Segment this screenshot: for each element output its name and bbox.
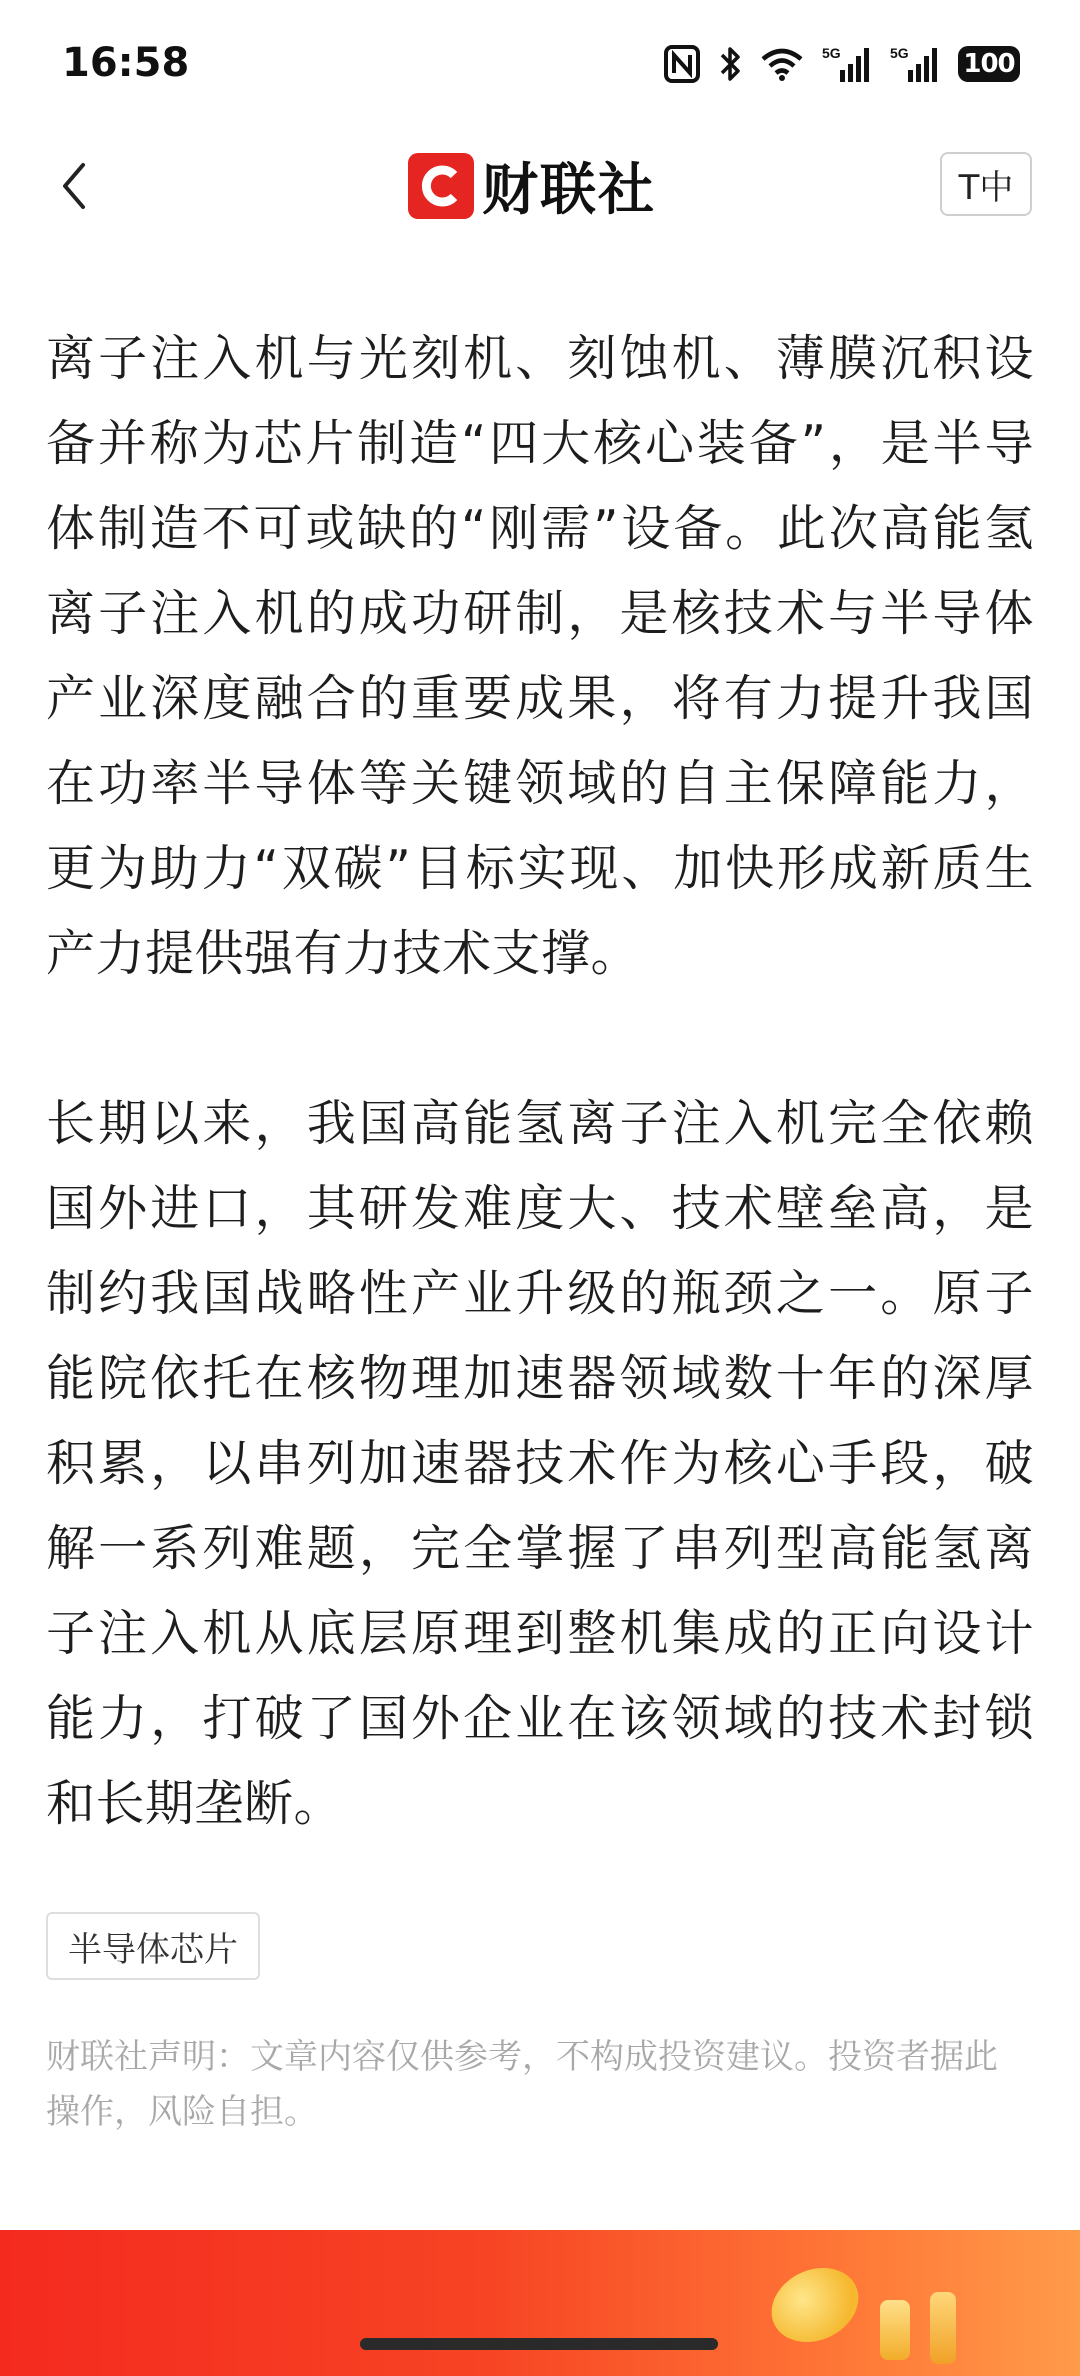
brand-logo — [408, 150, 656, 222]
signal-5g-icon — [890, 44, 940, 84]
wifi-icon — [760, 47, 804, 81]
coin-decoration-icon — [930, 2292, 956, 2364]
brand-name: 财联社 — [482, 158, 656, 223]
battery-indicator: 100 — [958, 46, 1020, 82]
brand-c-icon — [416, 161, 466, 211]
bottom-banner[interactable] — [0, 2230, 1080, 2376]
article-paragraph: 离子注入机与光刻机、刻蚀机、薄膜沉积设备并称为芯片制造“四大核心装备”，是半导体制造不可或缺的“刚需”设备。此次高能氢离子注入机的成功研制，是核技术与半导体产业深度融合的重要成果，将有力提升我国在功率半导体等关键领域的自主保障能力，更为助力“双碳”目标实现、加快形成新质生产力提供强有力技术支撑。 — [46, 330, 1034, 982]
status-bar — [0, 0, 1080, 126]
status-icons — [664, 42, 1020, 86]
article-body — [46, 316, 1034, 1846]
signal-label: 5G — [890, 45, 909, 61]
chevron-left-icon — [59, 161, 89, 211]
nfc-icon — [664, 45, 700, 83]
nav-bar — [0, 126, 1080, 246]
article-paragraph: 长期以来，我国高能氢离子注入机完全依赖国外进口，其研发难度大、技术壁垒高，是制约我国战略性产业升级的瓶颈之一。原子能院依托在核物理加速器领域数十年的深厚积累，以串列加速器技术作为核心手段，破解一系列难题，完全掌握了串列型高能氢离子注入机从底层原理到整机集成的正向设计能力，打破了国外企业在该领域的技术封锁和长期垄断。 — [46, 1095, 1034, 1832]
disclaimer: 财联社声明：文章内容仅供参考，不构成投资建议。投资者据此操作，风险自担。 — [46, 2037, 998, 2132]
topic-tag[interactable]: 半导体芯片 — [46, 1912, 260, 1980]
coin-decoration-icon — [880, 2300, 910, 2360]
font-size-button[interactable]: T中 — [940, 152, 1032, 216]
coin-decoration-icon — [759, 2254, 870, 2355]
status-time: 16:58 — [62, 40, 190, 86]
home-indicator[interactable] — [360, 2338, 718, 2350]
back-button[interactable] — [44, 146, 104, 226]
bluetooth-icon — [718, 45, 742, 83]
signal-label: 5G — [822, 45, 841, 61]
signal-5g-icon — [822, 44, 872, 84]
brand-mark — [408, 153, 474, 219]
